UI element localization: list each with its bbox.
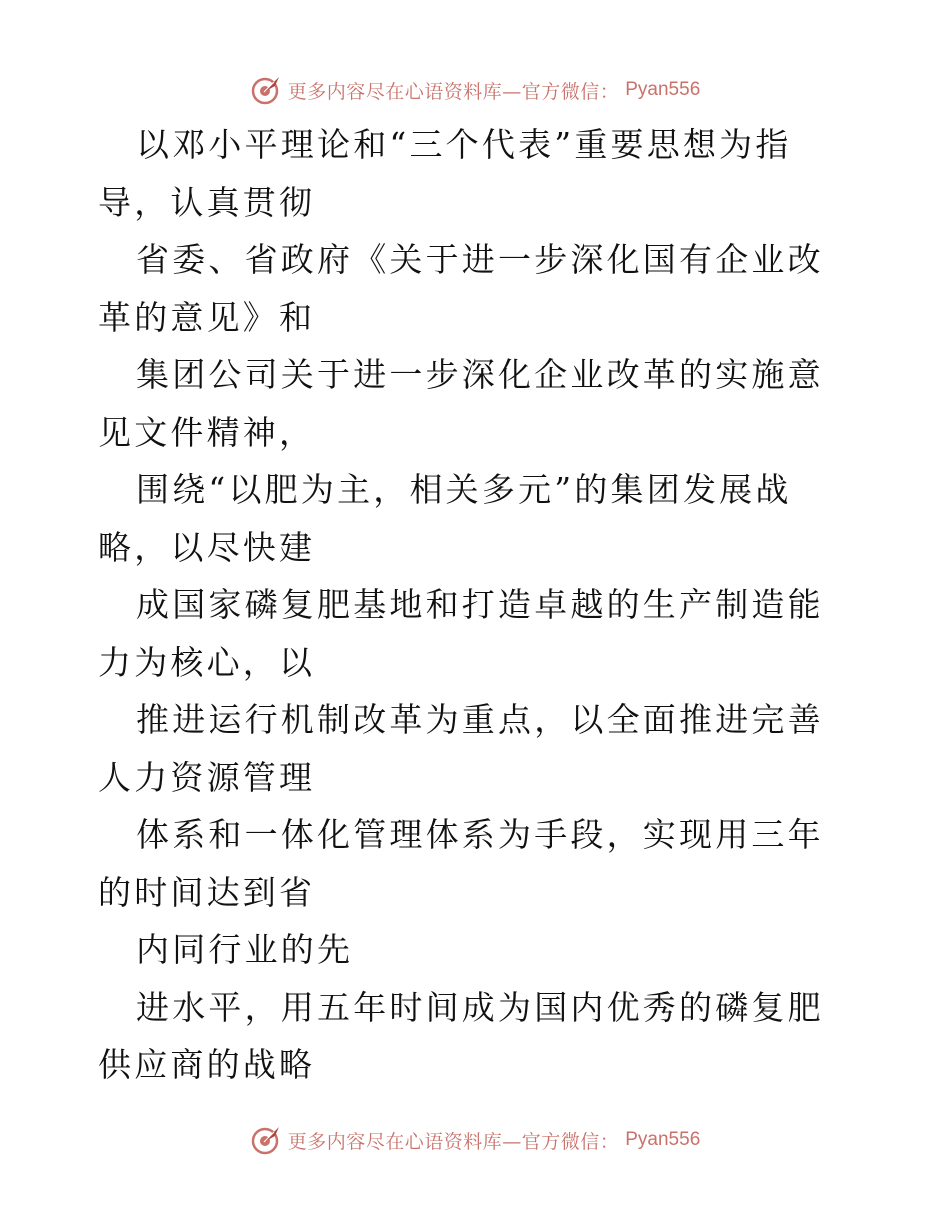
quill-logo-icon xyxy=(250,74,282,106)
quill-logo-icon xyxy=(250,1124,282,1156)
paragraph: 内同行业的先 xyxy=(136,930,354,969)
paragraph: 集团公司关于进一步深化企业改革的实施意见文件精神， xyxy=(98,355,824,452)
footer-wechat-id: Pyan556 xyxy=(625,1129,701,1150)
paragraph: 体系和一体化管理体系为手段，实现用三年的时间达到省 xyxy=(98,815,824,912)
paragraph: 推进运行机制改革为重点，以全面推进完善人力资源管理 xyxy=(98,700,824,797)
document-body xyxy=(98,116,858,1094)
paragraph: 以邓小平理论和“三个代表”重要思想为指导，认真贯彻 xyxy=(98,125,792,222)
header-watermark xyxy=(0,72,950,108)
header-watermark-text: 更多内容尽在心语资料库—官方微信： xyxy=(287,80,620,103)
footer-watermark-text: 更多内容尽在心语资料库—官方微信： xyxy=(287,1130,620,1153)
paragraph: 进水平，用五年时间成为国内优秀的磷复肥供应商的战略 xyxy=(98,987,824,1084)
paragraph: 成国家磷复肥基地和打造卓越的生产制造能力为核心，以 xyxy=(98,585,824,682)
paragraph: 省委、省政府《关于进一步深化国有企业改革的意见》和 xyxy=(98,240,824,337)
footer-watermark xyxy=(0,1122,950,1158)
paragraph: 围绕“以肥为主，相关多元”的集团发展战略，以尽快建 xyxy=(98,470,792,567)
header-wechat-id: Pyan556 xyxy=(625,79,701,100)
